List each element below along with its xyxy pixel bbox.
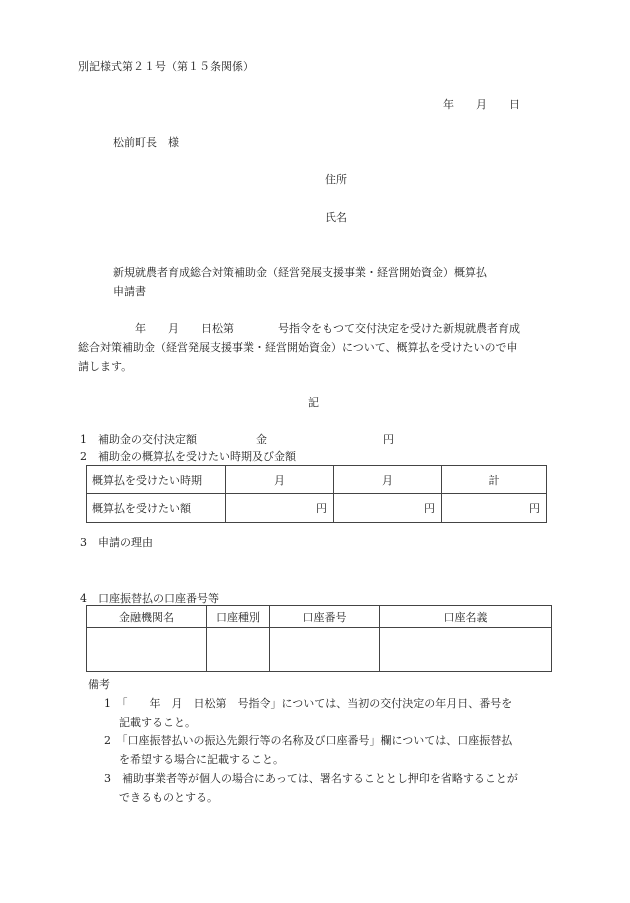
item1-en: 円 xyxy=(383,433,394,446)
note-1-line-2: 記載すること。 xyxy=(119,716,196,729)
item1-kin: 金 xyxy=(256,433,267,446)
timing-cell-2[interactable]: 月 xyxy=(334,466,442,494)
account-value-row xyxy=(87,628,552,672)
header-account-type: 口座種別 xyxy=(207,606,270,628)
note-3-line-1: 3 補助事業者等が個人の場合にあっては、署名することとし押印を省略することが xyxy=(104,772,518,785)
item4-label: 4 口座振替払の口座番号等 xyxy=(80,592,219,605)
amount-cell-1[interactable]: 円 xyxy=(226,494,334,523)
body-line-1: 年 月 日松第 号指令をもつて交付決定を受けた新規就農者育成 xyxy=(113,322,520,335)
account-table xyxy=(86,605,552,672)
name-label: 氏名 xyxy=(325,211,347,224)
addressee: 松前町長 様 xyxy=(113,136,179,149)
account-header-row xyxy=(87,606,552,628)
timing-cell-total[interactable]: 計 xyxy=(442,466,547,494)
body-line-2: 総合対策補助金（経営発展支援事業・経営開始資金）について、概算払を受けたいので申 xyxy=(78,341,518,354)
schedule-row-timing xyxy=(87,466,547,494)
title-line-2: 申請書 xyxy=(113,285,146,298)
account-holder-cell[interactable] xyxy=(380,628,552,672)
address-label: 住所 xyxy=(325,173,347,186)
note-2-line-2: を希望する場合に記載すること。 xyxy=(119,753,284,766)
item2-label: 2 補助金の概算払を受けたい時期及び金額 xyxy=(80,450,296,463)
date-line: 年 月 日 xyxy=(443,98,520,111)
timing-cell-1[interactable]: 月 xyxy=(226,466,334,494)
ki-marker: 記 xyxy=(308,396,319,409)
title-line-1: 新規就農者育成総合対策補助金（経営発展支援事業・経営開始資金）概算払 xyxy=(113,266,487,279)
note-1-line-1: 1 「 年 月 日松第 号指令」については、当初の交付決定の年月日、番号を xyxy=(104,697,513,710)
header-bank-name: 金融機関名 xyxy=(87,606,207,628)
body-line-3: 請します。 xyxy=(78,360,133,373)
account-type-cell[interactable] xyxy=(207,628,270,672)
account-number-cell[interactable] xyxy=(270,628,380,672)
amount-label: 概算払を受けたい額 xyxy=(87,494,226,523)
header-account-number: 口座番号 xyxy=(270,606,380,628)
note-3-line-2: できるものとする。 xyxy=(119,791,218,804)
schedule-row-amount xyxy=(87,494,547,523)
notes-heading: 備考 xyxy=(88,678,110,691)
amount-cell-2[interactable]: 円 xyxy=(334,494,442,523)
amount-cell-total[interactable]: 円 xyxy=(442,494,547,523)
header-account-holder: 口座名義 xyxy=(380,606,552,628)
bank-name-cell[interactable] xyxy=(87,628,207,672)
form-number: 別記様式第２１号（第１５条関係） xyxy=(78,60,254,73)
note-2-line-1: 2 「口座振替払いの振込先銀行等の名称及び口座番号」欄については、口座振替払 xyxy=(104,734,513,747)
schedule-table xyxy=(86,465,547,523)
item1-label: 1 補助金の交付決定額 xyxy=(80,433,197,446)
timing-label: 概算払を受けたい時期 xyxy=(87,466,226,494)
item3-label: 3 申請の理由 xyxy=(80,536,153,549)
